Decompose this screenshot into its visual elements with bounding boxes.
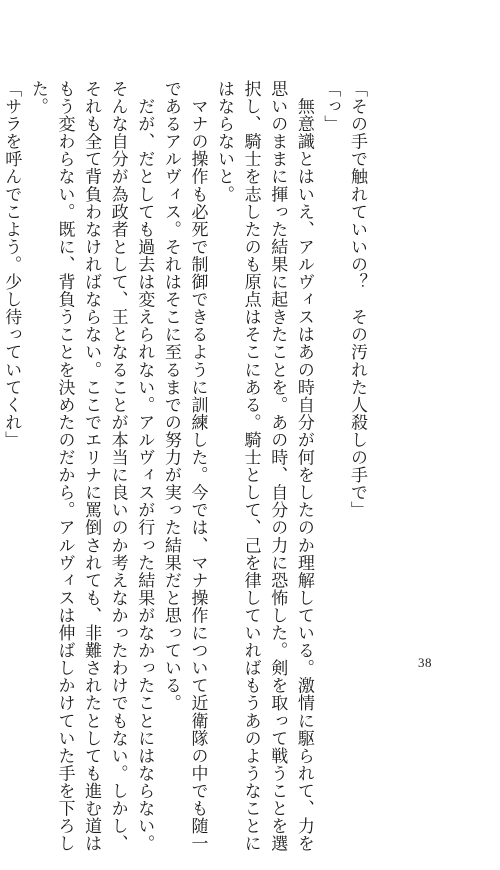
text-line: 「っ」 [320, 80, 341, 133]
text-line: だが、だとしても過去は変えられない。アルヴィスが行った結果がなかったことにはならない。 [134, 80, 155, 853]
text-line: そんな自分が為政者として、王となることが本当に良いのか考えなかったわけでもない。しかし、 [107, 80, 128, 853]
text-line: はならないと。 [214, 80, 235, 203]
text-line: マナの操作も必死で制御できるように訓練した。今では、マナ操作について近衛隊の中でも随一 [187, 80, 208, 853]
text-line: 「サラを呼んでこよう。少し待っていてくれ」 [1, 80, 22, 449]
text-line: 「その手で触れていいの？ その汚れた人殺しの手で」 [347, 80, 367, 519]
text-line: 思いのままに揮った結果に起きたことを。あの時、自分の力に恐怖した。剣を取って戦うことを選 [267, 80, 288, 853]
body-text [0, 80, 370, 853]
text-line: であるアルヴィス。それはそこに至るまでの努力が実った結果だと思っている。 [160, 80, 181, 712]
text-line: た。 [27, 80, 48, 116]
text-line: もう変わらない。既に、背負うことを決めたのだから。アルヴィスは伸ばしかけていた手を下ろし [54, 80, 75, 853]
page-number: 38 [418, 655, 432, 670]
text-line: 択し、騎士を志したのも原点はそこにある。騎士として、己を律していればもうあのようなことに [240, 80, 261, 853]
text-line: 無意識とはいえ、アルヴィスはあの時自分が何をしたのか理解している。激情に駆られて、力を [293, 80, 314, 853]
text-line: それも全て背負わなければならない。ここでエリナに罵倒されても、非難されたとしても進む道は [81, 80, 102, 853]
